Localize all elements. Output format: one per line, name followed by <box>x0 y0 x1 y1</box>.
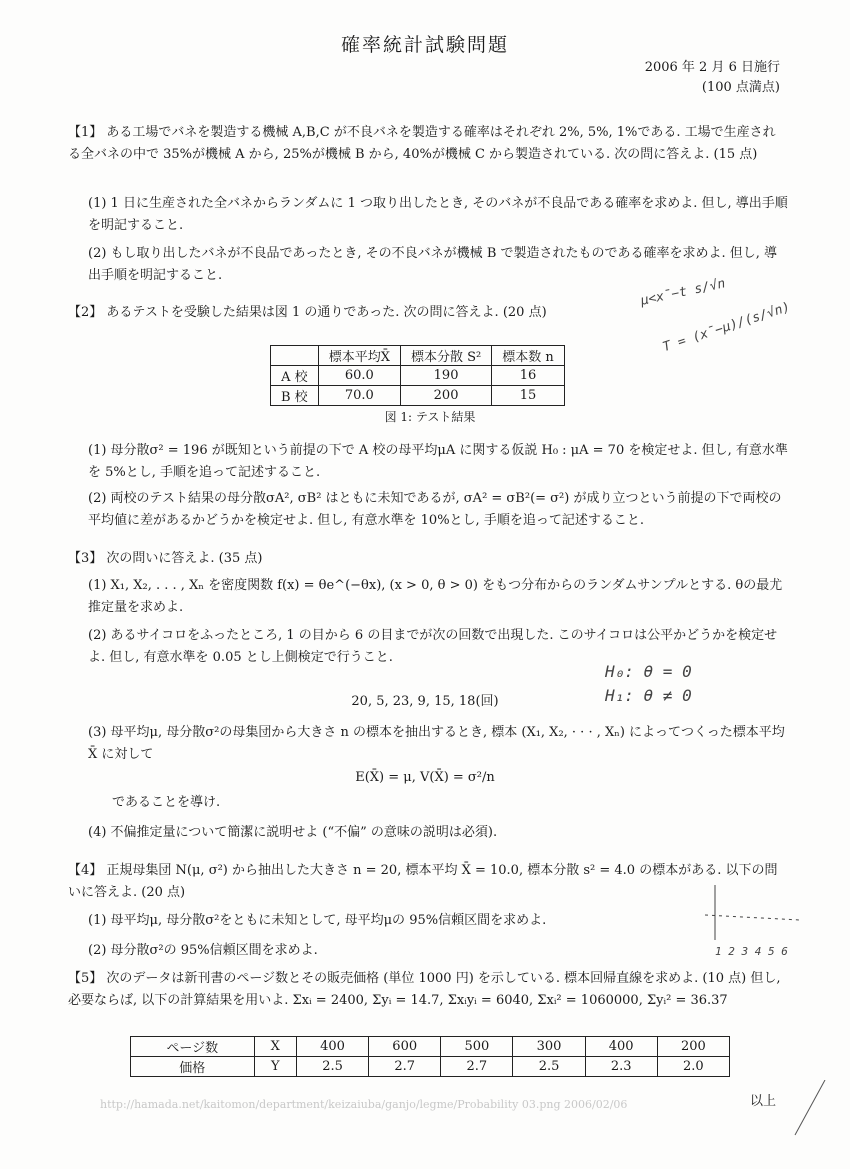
table-header-row <box>271 346 565 366</box>
handwritten-note: μ<x̄−t s/√n <box>639 276 727 309</box>
table-cell: 15 <box>492 386 565 406</box>
question-2-text: 【2】 あるテストを受験した結果は図 1 の通りであった. 次の問に答えよ. (20 点) <box>68 305 547 320</box>
table-cell: 200 <box>657 1037 729 1057</box>
question-3-sub-3: (3) 母平均μ, 母分散σ²の母集団から大きさ n の標本を抽出するとき, 標本 (X₁, X₂, · · · , Xₙ) によってつくった標本平均X̄ に対して <box>88 725 785 762</box>
table-cell: 2.7 <box>369 1057 441 1077</box>
question-5-text: 【5】 次のデータは新刊書のページ数とその販売価格 (単位 1000 円) を示している. 標本回帰直線を求めよ. (10 点) 但し, 必要ならば, 以下の計算結果を用いよ. Σxᵢ = 2400, Σyᵢ = 14.7, Σxᵢyᵢ = 6040, Σxᵢ² = 1060000, Σyᵢ² = 36.37 <box>68 971 781 1008</box>
question-1-sub-1: (1) 1 日に生産された全バネからランダムに 1 つ取り出したとき, そのバネが不良品である確率を求めよ. 但し, 導出手順を明記すること. <box>88 196 788 233</box>
table-cell: A 校 <box>271 366 319 386</box>
table-cell: 190 <box>400 366 491 386</box>
question-1-text: 【1】 ある工場でバネを製造する機械 A,B,C が不良バネを製造する確率はそれぞれ 2%, 5%, 1%である. 工場で生産される全バネの中で 35%が機械 A から, 25%が機械 B から, 40%が機械 C から製造されている. 次の問に答えよ. (15 点) <box>68 125 776 162</box>
test-results-table <box>270 345 565 406</box>
question-3-sub-2: (2) あるサイコロをふったところ, 1 の目から 6 の目までが次の回数で出現した. このサイコロは公平かどうかを検定せよ. 但し, 有意水準を 0.05 とし上側検定で行うこと. <box>88 628 778 665</box>
table-row <box>271 366 565 386</box>
table-cell: 200 <box>400 386 491 406</box>
handwritten-note: H₁: θ ≠ 0 <box>605 686 692 705</box>
table-cell: 300 <box>513 1037 585 1057</box>
table-header-cell <box>271 346 319 366</box>
table-cell: 2.5 <box>296 1057 368 1077</box>
table-cell: 500 <box>441 1037 513 1057</box>
file-path-text: http://hamada.net/kaitomon/department/keizaiuba/ganjo/legme/Probability 03.png 2006/02/06 <box>100 1098 628 1111</box>
question-3-sub-4: (4) 不偏推定量について簡潔に説明せよ (“不偏” の意味の説明は必須). <box>88 825 498 840</box>
page-curl-mark-icon <box>780 1080 830 1140</box>
handwritten-note: T = (x̄−μ)/(s/√n) <box>660 299 793 356</box>
table-header-cell: 標本平均X̄ <box>318 346 400 366</box>
table-cell: 2.0 <box>657 1057 729 1077</box>
table-cell: 70.0 <box>318 386 400 406</box>
handwritten-note: 1 2 3 4 5 6 <box>715 945 788 958</box>
handwritten-note: H₀: θ = 0 <box>605 662 692 681</box>
table-cell: 600 <box>369 1037 441 1057</box>
table-row <box>131 1037 730 1057</box>
question-4-sub-2: (2) 母分散σ²の 95%信頼区間を求めよ. <box>88 943 318 958</box>
table-cell: Y <box>254 1057 296 1077</box>
question-4-sub-1: (1) 母平均μ, 母分散σ²をともに未知として, 母平均μの 95%信頼区間を求めよ. <box>88 913 547 928</box>
end-mark: 以上 <box>749 1094 776 1109</box>
question-2-sub-1: (1) 母分散σ² = 196 が既知という前提の下で A 校の母平均μA に関する仮説 H₀ : μA = 70 を検定せよ. 但し, 有意水準を 5%とし, 手順を追って記述すること. <box>88 443 788 480</box>
exam-meta <box>645 58 780 98</box>
question-3-text: 【3】 次の問いに答えよ. (35 点) <box>68 551 263 566</box>
exam-date: 2006 年 2 月 6 日施行 <box>644 60 780 75</box>
handwritten-sketch-icon <box>700 880 810 950</box>
question-4-text: 【4】 正規母集団 N(μ, σ²) から抽出した大きさ n = 20, 標本平均 X̄ = 10.0, 標本分散 s² = 4.0 の標本がある. 以下の問いに答えよ. (20 点) <box>68 863 778 900</box>
question-1-sub-2: (2) もし取り出したバネが不良品であったとき, その不良バネが機械 B で製造されたものである確率を求めよ. 但し, 導出手順を明記すること. <box>88 246 778 283</box>
table-cell: 16 <box>492 366 565 386</box>
table-cell: 400 <box>585 1037 657 1057</box>
table-cell: 2.5 <box>513 1057 585 1077</box>
table-cell: 400 <box>296 1037 368 1057</box>
table-cell: B 校 <box>271 386 319 406</box>
question-2-sub-2: (2) 両校のテスト結果の母分散σA², σB² はともに未知であるが, σA² = σB²(= σ²) が成り立つという前提の下で両校の平均値に差があるかどうかを検定せよ. 但し, 有意水準を 10%とし, 手順を追って記述すること. <box>88 491 782 528</box>
question-3-sub-1: (1) X₁, X₂, . . . , Xₙ を密度関数 f(x) = θe^(−θx), (x > 0, θ > 0) をもつ分布からのランダムサンプルとする. θの最尤推定量を求めよ. <box>88 578 783 615</box>
page-title: 確率統計試験問題 <box>340 34 509 56</box>
table-cell: 2.7 <box>441 1057 513 1077</box>
table-cell: 60.0 <box>318 366 400 386</box>
table-cell: ページ数 <box>131 1037 255 1057</box>
table-header-cell: 標本数 n <box>492 346 565 366</box>
table-row <box>271 386 565 406</box>
table-cell: 価格 <box>131 1057 255 1077</box>
expectation-formula: E(X̄) = μ, V(X̄) = σ²/n <box>355 770 495 785</box>
book-price-table <box>130 1036 730 1077</box>
question-3-sub-3b: であることを導け. <box>112 795 221 810</box>
table-caption: 図 1: テスト結果 <box>384 410 476 424</box>
table-cell: 2.3 <box>585 1057 657 1077</box>
exam-points: (100 点満点) <box>701 80 780 95</box>
dice-counts: 20, 5, 23, 9, 15, 18(回) <box>351 694 499 709</box>
table-row <box>131 1057 730 1077</box>
table-cell: X <box>254 1037 296 1057</box>
table-header-cell: 標本分散 S² <box>400 346 491 366</box>
